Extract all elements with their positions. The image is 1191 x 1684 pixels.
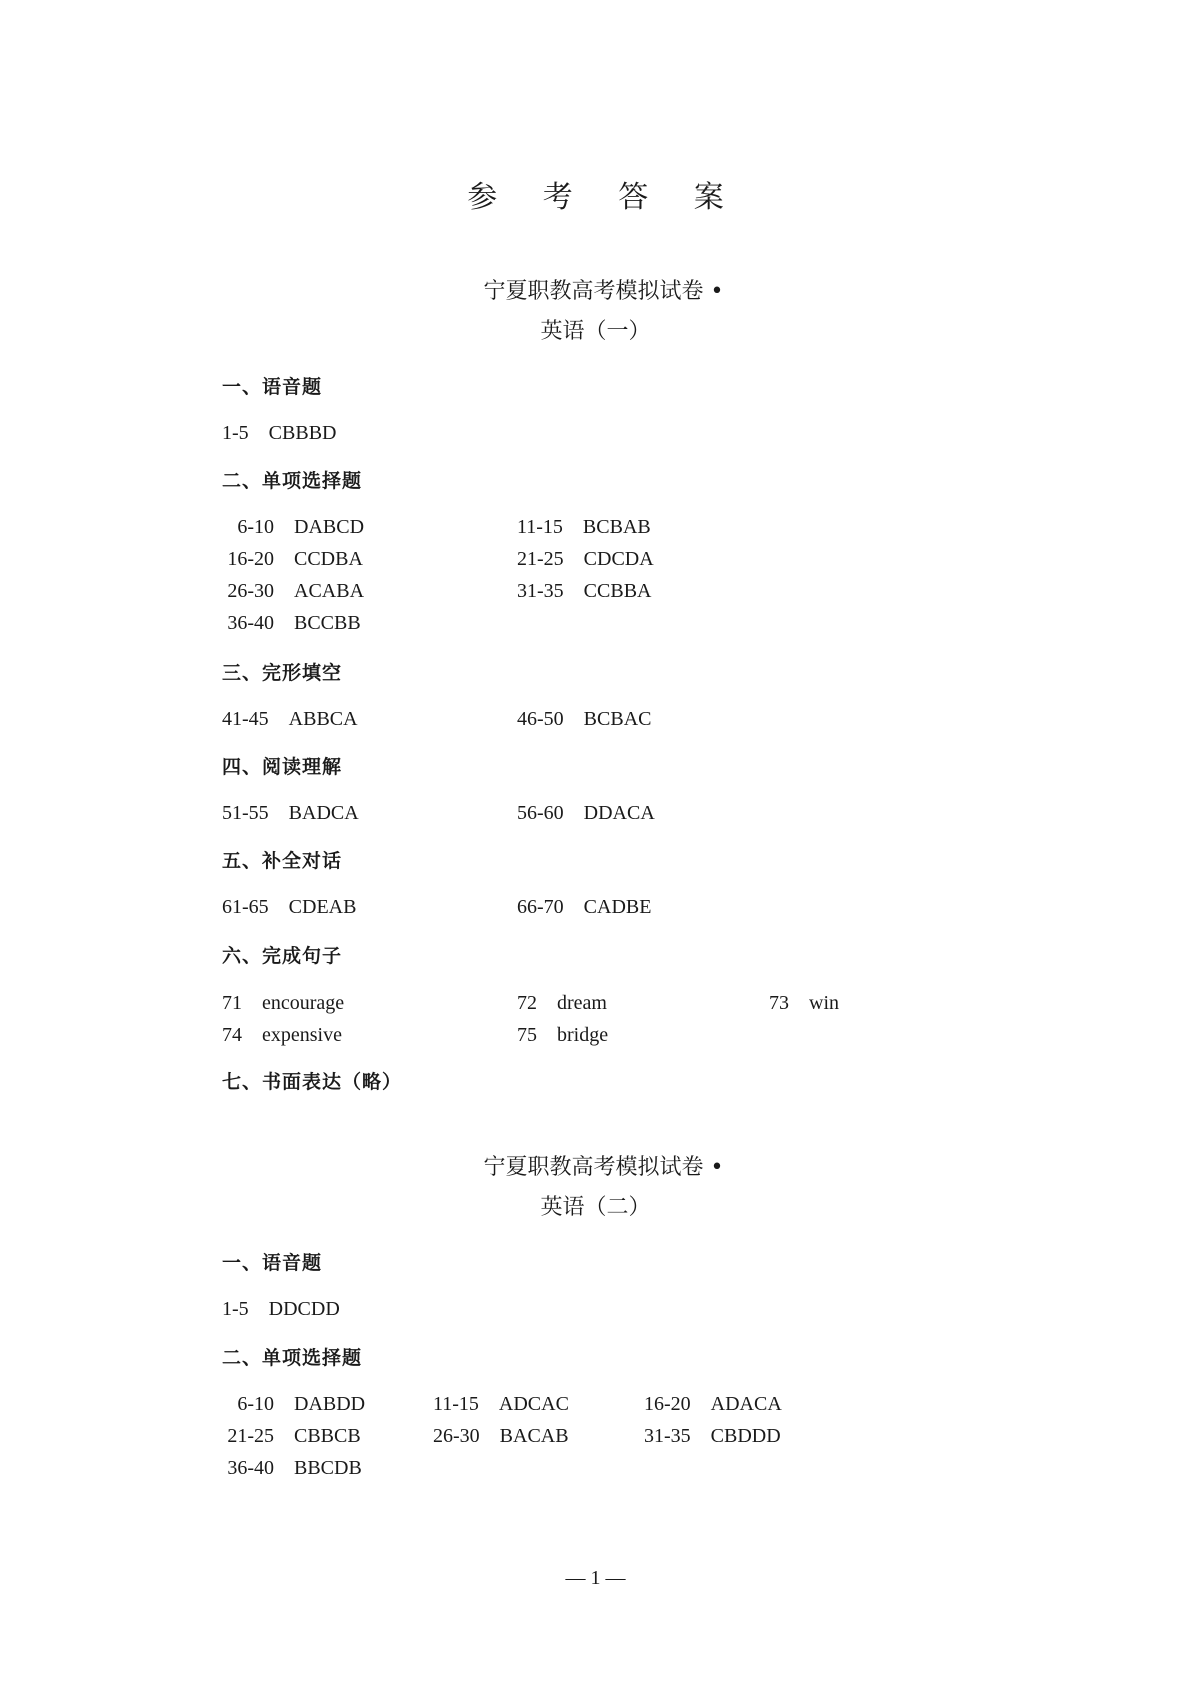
question-range: 31-35 [644, 1425, 691, 1447]
question-range: 51-55 [222, 802, 269, 824]
answers: DDACA [583, 802, 655, 824]
question-number: 75 [517, 1024, 537, 1046]
question-range: 6-10 [237, 516, 274, 538]
answer-row [222, 802, 359, 825]
answer-word: win [809, 992, 839, 1014]
answer-word: bridge [557, 1024, 609, 1046]
answer-word: encourage [262, 992, 345, 1014]
exam2-section-phonetics: 一、语音题 [222, 1252, 323, 1274]
question-range: 61-65 [222, 896, 269, 918]
answer-row [517, 580, 651, 603]
page-number: — 1 — [565, 1567, 626, 1589]
answers: CCBBA [583, 580, 652, 602]
answers: ADACA [710, 1393, 782, 1415]
question-number: 71 [222, 992, 242, 1014]
question-range: 41-45 [222, 708, 269, 730]
exam1-section-cloze: 三、完形填空 [222, 662, 343, 684]
answers: BACAB [499, 1425, 569, 1447]
answer-row [222, 548, 363, 571]
answer-row [517, 1024, 608, 1047]
exam1-section-phonetics: 一、语音题 [222, 376, 323, 398]
exam1-name: 宁夏职教高考模拟试卷 • [483, 279, 724, 304]
question-range: 36-40 [227, 612, 274, 634]
answer-row [222, 708, 358, 731]
answer-row [222, 516, 364, 539]
question-range: 1-5 [222, 1298, 249, 1320]
exam1-section-reading: 四、阅读理解 [222, 756, 343, 778]
answer-row [517, 548, 654, 571]
exam2-subject: 英语（二） [540, 1195, 651, 1220]
answer-row [222, 1425, 361, 1448]
answer-row [222, 992, 344, 1015]
answers: DABDD [294, 1393, 366, 1415]
exam1-section-writing: 七、书面表达（略） [222, 1071, 403, 1093]
answer-row [222, 422, 336, 445]
answer-row [222, 1298, 340, 1321]
answer-row [517, 896, 651, 919]
answers: CBBBD [268, 422, 337, 444]
question-range: 6-10 [237, 1393, 274, 1415]
answer-row [222, 1457, 362, 1480]
exam2-name: 宁夏职教高考模拟试卷 • [483, 1155, 724, 1180]
question-range: 46-50 [517, 708, 564, 730]
question-range: 16-20 [227, 548, 274, 570]
answer-row [222, 1393, 365, 1416]
answer-row [222, 612, 361, 635]
answer-row [517, 516, 651, 539]
answer-row [769, 992, 839, 1015]
answers: DDCDD [268, 1298, 340, 1320]
answers: CBDDD [710, 1425, 781, 1447]
answers: BCBAB [582, 516, 651, 538]
answers: BCBAC [583, 708, 652, 730]
exam2-section-single-choice: 二、单项选择题 [222, 1347, 363, 1369]
answers: BBCDB [294, 1457, 362, 1479]
answer-word: dream [557, 992, 607, 1014]
exam1-section-sentences: 六、完成句子 [222, 945, 343, 967]
question-number: 74 [222, 1024, 242, 1046]
answers: ABBCA [288, 708, 358, 730]
answer-word: expensive [262, 1024, 342, 1046]
question-range: 36-40 [227, 1457, 274, 1479]
answers: CDEAB [288, 896, 357, 918]
answer-row [433, 1425, 569, 1448]
question-range: 26-30 [433, 1425, 480, 1447]
question-number: 72 [517, 992, 537, 1014]
answer-row [517, 992, 607, 1015]
answers: CADBE [583, 896, 652, 918]
question-range: 1-5 [222, 422, 249, 444]
question-range: 21-25 [227, 1425, 274, 1447]
answers: CDCDA [583, 548, 654, 570]
question-range: 11-15 [517, 516, 563, 538]
answer-row [222, 1024, 342, 1047]
answer-row [517, 802, 655, 825]
answers: ADCAC [498, 1393, 569, 1415]
question-range: 21-25 [517, 548, 564, 570]
question-number: 73 [769, 992, 789, 1014]
question-range: 31-35 [517, 580, 564, 602]
answers: ACABA [294, 580, 365, 602]
question-range: 16-20 [644, 1393, 691, 1415]
exam1-subject: 英语（一） [540, 319, 651, 344]
question-range: 11-15 [433, 1393, 479, 1415]
answer-row [222, 896, 356, 919]
answer-row [644, 1425, 781, 1448]
answer-row [644, 1393, 782, 1416]
exam1-section-single-choice: 二、单项选择题 [222, 470, 363, 492]
answers: DABCD [294, 516, 365, 538]
exam1-section-dialogue: 五、补全对话 [222, 850, 343, 872]
question-range: 26-30 [227, 580, 274, 602]
answer-row [517, 708, 651, 731]
answers: CCDBA [294, 548, 363, 570]
answers: BCCBB [294, 612, 361, 634]
answer-row [222, 580, 364, 603]
page-title: 参 考 答 案 [467, 180, 742, 215]
question-range: 56-60 [517, 802, 564, 824]
answers: BADCA [288, 802, 359, 824]
answers: CBBCB [294, 1425, 361, 1447]
answer-row [433, 1393, 569, 1416]
question-range: 66-70 [517, 896, 564, 918]
